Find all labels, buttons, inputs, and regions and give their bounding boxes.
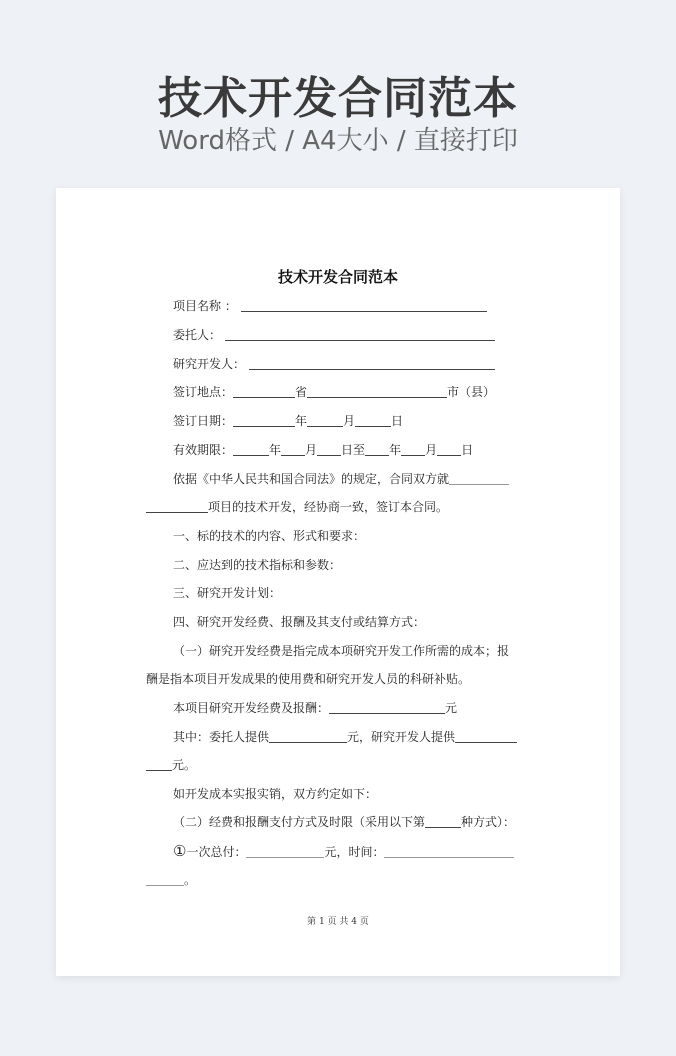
para-1-text-1: （一）研究开发经费是指完成本项研究开发工作所需的成本；报 [173,644,510,658]
month-label: 月 [343,414,356,428]
lump-sum-line [173,843,514,860]
item-4 [173,614,425,630]
basis-line-1 [173,471,509,487]
lump-sum-amount-blank [246,845,324,858]
lump-sum-line-2 [146,872,196,888]
circled-one: ① [173,842,187,860]
city-blank [307,385,447,398]
developer-line [173,356,495,372]
province-blank [233,385,295,398]
provision-line-2 [146,757,196,773]
item-4-text: 四、研究开发经费、报酬及其支付或结算方式： [173,615,426,629]
to-label: 日至 [341,443,366,457]
banner-title: 技术开发合同范本 [158,73,518,124]
sign-year-blank [233,414,295,427]
end-month-blank [401,443,425,456]
day-label: 日 [391,414,404,428]
time-blank [384,845,514,858]
developer-label: 研究开发人： [173,357,246,371]
item-1-text: 一、标的技术的内容、形式和要求： [173,529,366,543]
end-day-blank [437,443,461,456]
client-line [173,327,495,343]
of-which-label: 其中：委托人提供 [173,730,270,744]
item-1 [173,528,365,544]
basis-text-1: 依据《中华人民共和国合同法》的规定，合同双方就 [173,472,450,486]
yuan-label: 元 [445,701,458,715]
provision-line [173,729,517,745]
sign-place-label: 签订地点： [173,385,234,399]
para-1-line-2 [146,671,470,687]
lump-sum-label: 一次总付： [186,845,247,859]
start-year-label: 年 [269,443,282,457]
page-footer: 第 1 页 共 4 页 [307,917,369,927]
time-label: 元，时间： [324,845,385,859]
year-label: 年 [295,414,308,428]
end-year-label: 年 [389,443,402,457]
yuan-end-label: 元。 [172,758,197,772]
developer-amount-blank-cont [146,758,172,771]
item-2 [173,557,341,573]
start-month-label: 月 [305,443,318,457]
project-name-blank [241,299,487,312]
payment-suffix: 种方式）： [461,815,516,829]
project-blank [146,500,208,513]
developer-blank [249,357,495,370]
item-3 [173,585,281,601]
document-page [56,188,620,976]
client-amount-blank [269,730,347,743]
banner-subtitle: Word格式 / A4大小 / 直接打印 [158,126,518,156]
project-name-label: 项目名称 ： [173,299,237,313]
fee-blank [329,701,445,714]
sign-day-blank [355,414,391,427]
payment-label: （二）经费和报酬支付方式及时限（采用以下第 [173,815,426,829]
validity-line [173,442,473,458]
sign-date-label: 签订日期： [173,414,234,428]
start-day-blank [317,443,341,456]
client-label: 委托人： [173,328,222,342]
basis-line-2 [146,499,448,515]
actual-cost-line [173,786,377,802]
item-3-text: 三、研究开发计划： [173,586,282,600]
parties-blank [449,472,509,485]
payment-line [173,814,515,830]
developer-provides-label: 元，研究开发人提供 [347,730,456,744]
document-title: 技术开发合同范本 [277,268,398,286]
start-month-blank [281,443,305,456]
fee-line [173,700,457,716]
sign-date-line [173,413,403,429]
province-label: 省 [295,385,308,399]
sign-place-line [173,384,495,400]
basis-text-2: 项目的技术开发，经协商一致，签订本合同。 [208,500,449,514]
actual-cost-text: 如开发成本实报实销，双方约定如下： [173,787,378,801]
validity-label: 有效期限： [173,443,234,457]
para-1-text-2: 酬是指本项目开发成果的使用费和研究开发人员的科研补贴。 [146,672,471,686]
end-day-label: 日 [461,443,474,457]
city-county-label: 市（县） [447,385,496,399]
time-blank-cont [146,873,184,886]
end-month-label: 月 [425,443,438,457]
para-1-line-1 [173,643,509,659]
end-year-blank [365,443,389,456]
fee-label: 本项目研究开发经费及报酬： [173,701,330,715]
item-2-text: 二、应达到的技术指标和参数： [173,558,342,572]
project-name-line [173,298,487,314]
client-blank [225,328,495,341]
start-year-blank [233,443,269,456]
payment-option-blank [425,815,461,828]
sign-month-blank [307,414,343,427]
period-label: 。 [184,873,197,887]
developer-amount-blank [455,730,517,743]
